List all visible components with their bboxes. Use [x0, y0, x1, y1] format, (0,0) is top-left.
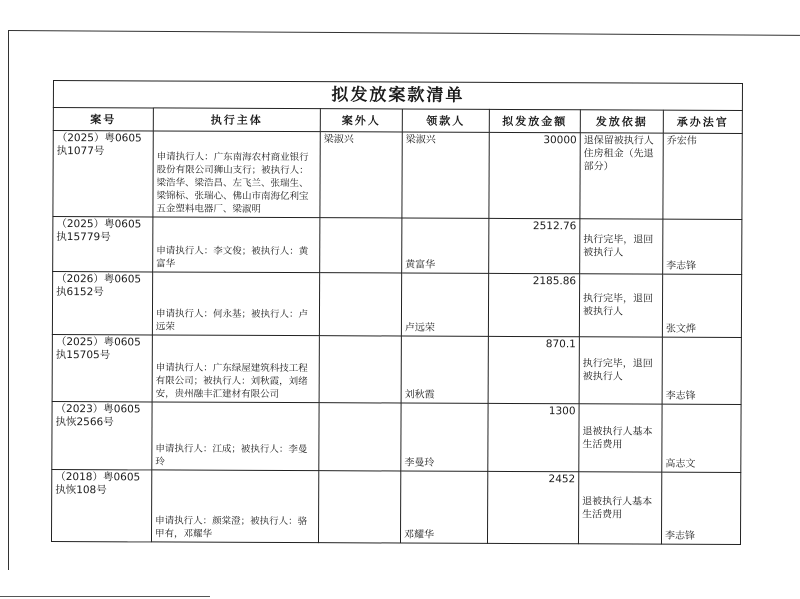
payee: 梁淑兴	[402, 132, 489, 218]
header-payee: 领款人	[402, 109, 489, 132]
paper-edge-left	[8, 30, 9, 570]
payee: 黄富华	[402, 218, 489, 273]
outsider	[319, 403, 401, 471]
execution-parties: 申请执行人：颜棠澄；被执行人：骆甲有，邓耀华	[151, 470, 318, 543]
payee: 卢远荣	[401, 273, 488, 336]
presiding-judge: 李志锋	[661, 472, 740, 544]
header-basis: 发放依据	[580, 110, 663, 133]
payee: 邓耀华	[400, 471, 487, 543]
outsider	[319, 273, 401, 336]
table-title: 拟发放案款清单	[53, 81, 742, 111]
payout-list-sheet	[51, 80, 743, 545]
payout-amount: 2512.76	[489, 218, 580, 273]
payout-basis: 执行完毕，退回被执行人	[579, 337, 662, 404]
paper-edge-bottom	[0, 596, 210, 597]
payout-basis: 退保留被执行人住房租金（先退部分）	[580, 133, 663, 219]
payee: 李曼玲	[401, 403, 488, 471]
case-number: （2025）粤0605执1077号	[53, 131, 153, 217]
presiding-judge: 李志锋	[662, 337, 741, 404]
outsider: 梁淑兴	[320, 132, 402, 218]
execution-parties: 申请执行人：李文俊；被执行人：黄富华	[153, 217, 320, 273]
presiding-judge: 张文烨	[662, 274, 741, 337]
payout-amount: 870.1	[488, 336, 579, 403]
case-number: （2025）粤0605执15705号	[52, 334, 152, 401]
payout-amount: 30000	[489, 132, 580, 218]
execution-parties: 申请执行人：广东绿屋建筑科技工程有限公司；被执行人：刘秋霞，刘绪安，贵州融丰汇建材有限公司	[152, 335, 319, 403]
execution-parties: 申请执行人：江成；被执行人：李曼玲	[152, 402, 319, 471]
table-row	[53, 217, 742, 275]
header-judge: 承办法官	[663, 110, 742, 133]
table-row	[52, 272, 741, 338]
presiding-judge: 乔宏伟	[663, 133, 742, 219]
payout-basis: 执行完毕，退回被执行人	[579, 274, 662, 337]
header-case-no: 案号	[53, 108, 153, 131]
outsider	[320, 218, 402, 273]
table-row	[52, 401, 741, 472]
table-row	[53, 131, 742, 220]
outsider	[318, 471, 400, 543]
presiding-judge: 李志锋	[663, 219, 742, 274]
execution-parties: 申请执行人：何永基；被执行人：卢远荣	[152, 272, 319, 336]
payout-basis: 退被执行人基本生活费用	[579, 404, 662, 472]
header-amount: 拟发放金额	[489, 109, 580, 132]
case-number: （2018）粤0605执恢108号	[51, 469, 151, 541]
case-number: （2026）粤0605执6152号	[52, 272, 152, 335]
outsider	[319, 336, 401, 403]
paper-edge-top	[8, 30, 800, 36]
payee: 刘秋霞	[401, 336, 488, 403]
payout-basis: 执行完毕，退回被执行人	[580, 219, 663, 274]
table-row	[52, 334, 741, 404]
payout-table	[51, 80, 743, 545]
payout-amount: 2185.86	[488, 273, 579, 336]
case-number: （2023）粤0605执恢2566号	[52, 401, 152, 469]
payout-amount: 2452	[487, 471, 578, 543]
payout-amount: 1300	[488, 403, 579, 471]
header-executor: 执行主体	[153, 108, 320, 132]
presiding-judge: 高志文	[662, 404, 741, 472]
case-number: （2025）粤0605执15779号	[53, 217, 153, 272]
payout-basis: 退被执行人基本生活费用	[578, 472, 661, 544]
table-row	[51, 469, 740, 544]
execution-parties: 申请执行人：广东南海农村商业银行股份有限公司狮山支行；被执行人：梁浩华、梁浩昌、左飞兰、张瑞生、梁锦标、张瑞心、佛山市南海亿利宝五金塑料电器厂、梁淑明	[153, 131, 320, 218]
header-row	[53, 108, 742, 134]
header-outsider: 案外人	[320, 109, 402, 132]
